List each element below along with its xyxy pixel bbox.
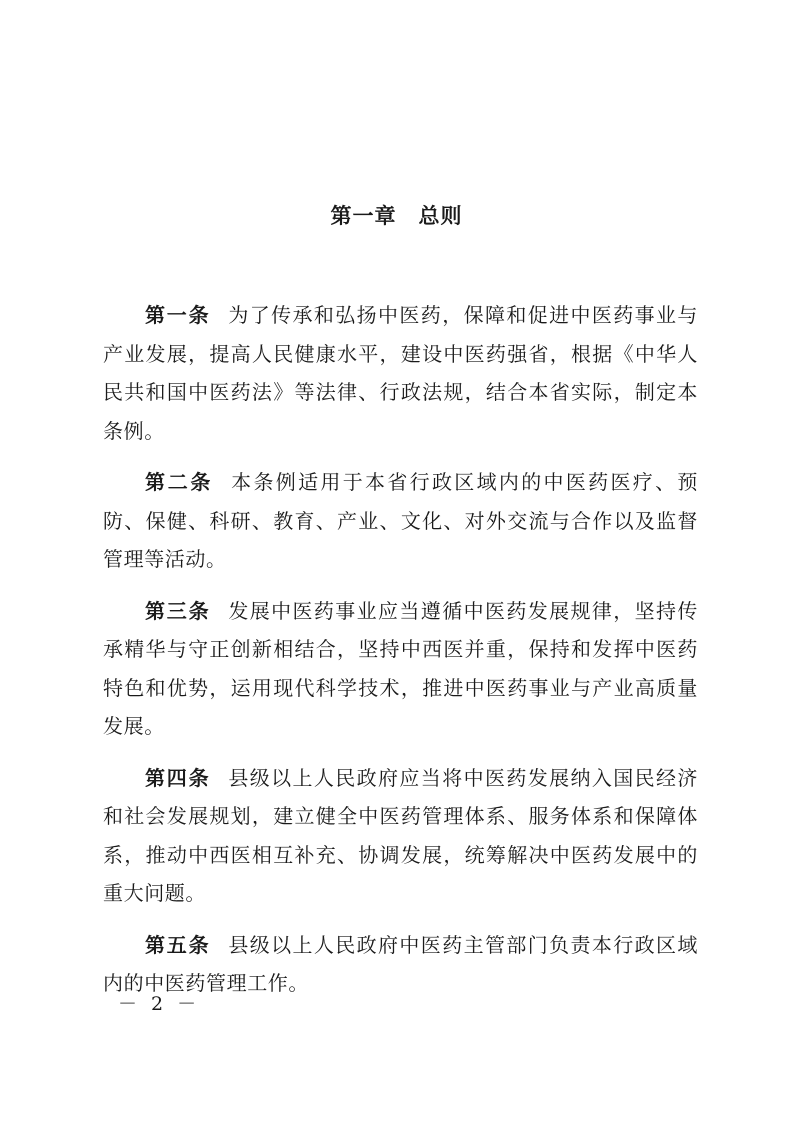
article-text: 县级以上人民政府应当将中医药发展纳入国民经济和社会发展规划，建立健全中医药管理体系、服务体系和保障体系，推动中西医相互补充、协调发展，统筹解决中医药发展中的重大问题。 — [103, 765, 699, 905]
article-2 — [103, 463, 698, 579]
chapter-title: 总则 — [418, 204, 463, 228]
article-1 — [103, 296, 698, 450]
article-5 — [103, 926, 698, 1003]
article-4 — [103, 759, 698, 913]
article-text: 为了传承和弘扬中医药，保障和促进中医药事业与产业发展，提高人民健康水平，建设中医药强省，根据《中华人民共和国中医药法》等法律、行政法规，结合本省实际，制定本条例。 — [103, 303, 699, 443]
article-text: 县级以上人民政府中医药主管部门负责本行政区域内的中医药管理工作。 — [103, 932, 699, 995]
articles-body — [103, 296, 698, 1016]
article-3 — [103, 592, 698, 746]
article-label: 第五条 — [145, 932, 211, 957]
article-label: 第二条 — [145, 470, 214, 494]
article-text: 本条例适用于本省行政区域内的中医药医疗、预防、保健、科研、教育、产业、文化、对外交流与合作以及监督管理等活动。 — [103, 470, 698, 571]
article-label: 第四条 — [145, 765, 211, 790]
article-label: 第一条 — [145, 303, 211, 327]
article-text: 发展中医药事业应当遵循中医药发展规律，坚持传承精华与守正创新相结合，坚持中西医并重，保持和发挥中医药特色和优势，运用现代科学技术，推进中医药事业与产业高质量发展。 — [103, 598, 699, 738]
chapter-heading — [0, 200, 793, 232]
chapter-number: 第一章 — [330, 204, 397, 228]
page-number: － 2 － — [118, 993, 201, 1015]
article-label: 第三条 — [145, 598, 211, 623]
